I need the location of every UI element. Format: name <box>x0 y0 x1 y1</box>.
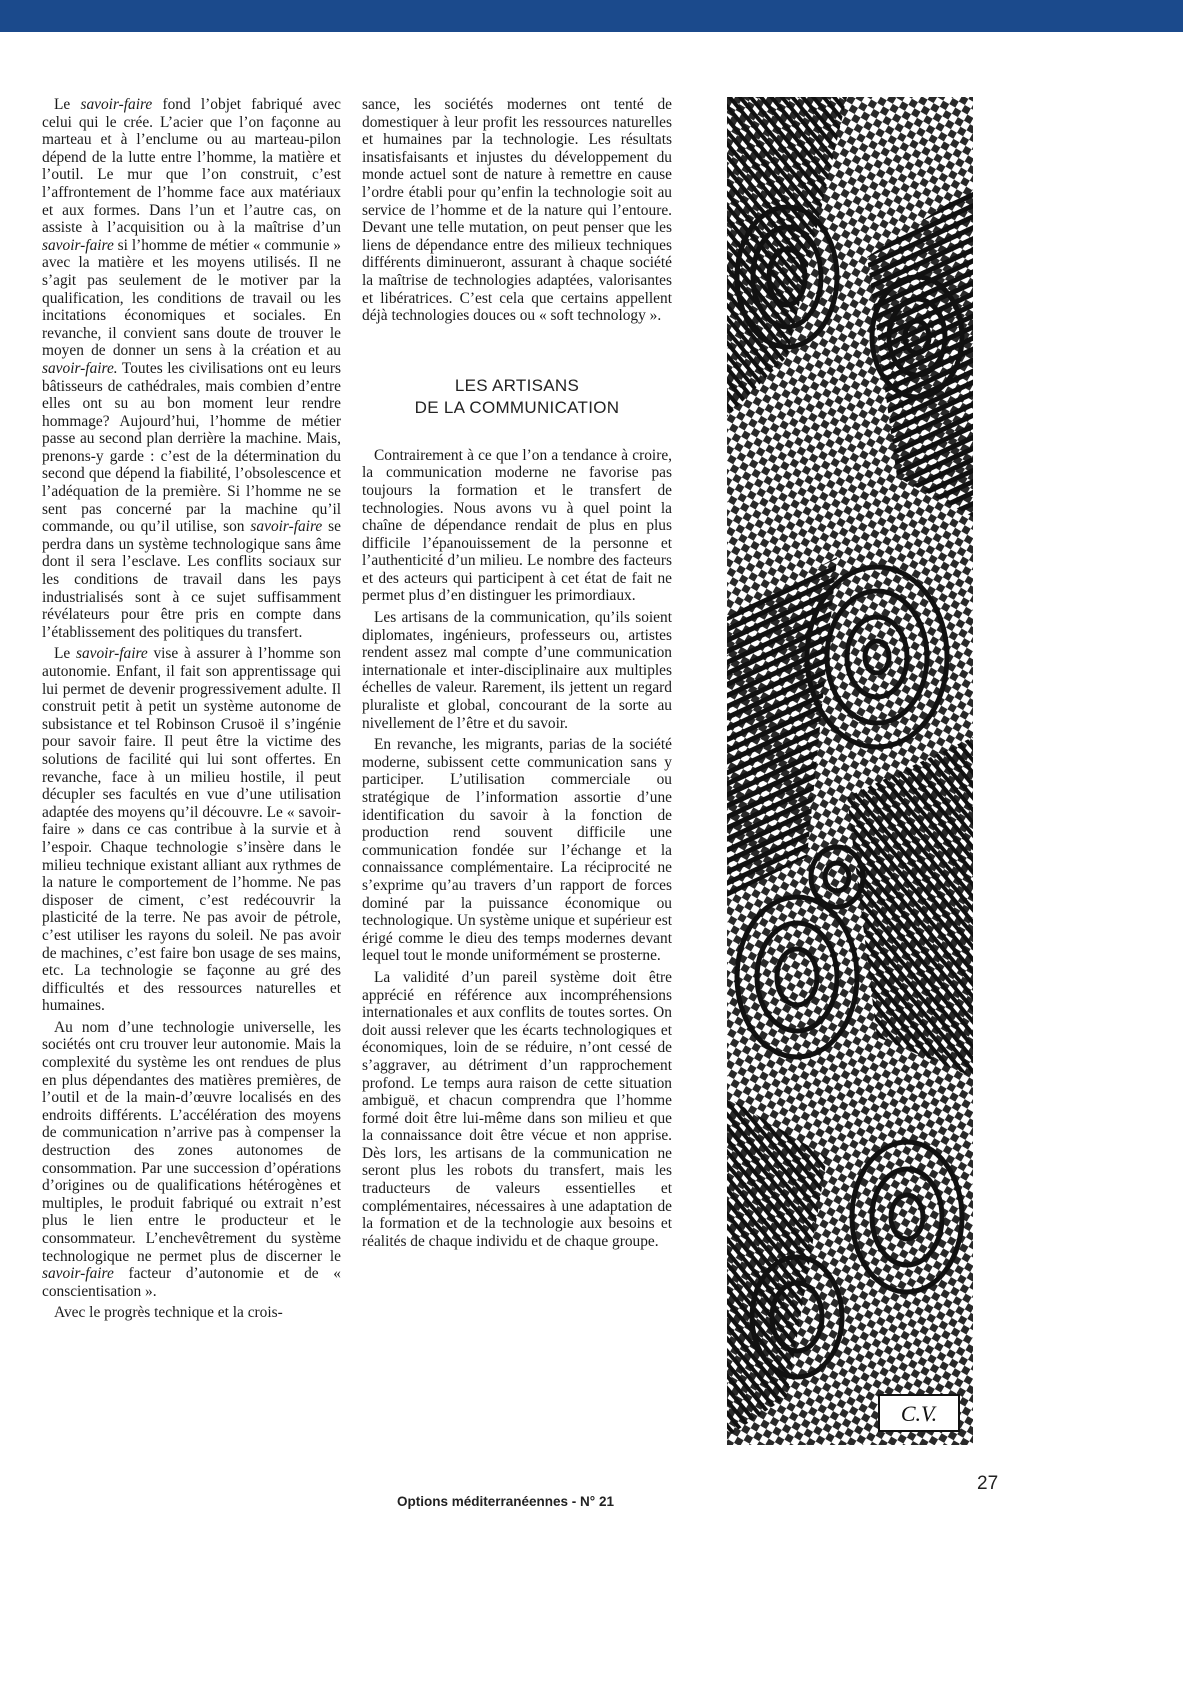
text-run: facteur d’autonomie et de « conscientisation ». <box>42 1265 341 1300</box>
abstract-illustration <box>727 97 973 1445</box>
section-heading-line2: DE LA COMMUNICATION <box>414 397 620 417</box>
italic-term: savoir-faire. <box>42 359 118 377</box>
text-run: Avec le progrès technique et la crois- <box>54 1304 283 1322</box>
paragraph <box>42 96 341 641</box>
italic-term: savoir-faire <box>250 518 323 536</box>
paragraph <box>42 645 341 1014</box>
text-run: Le <box>54 645 76 663</box>
section-heading <box>362 375 672 419</box>
page-number: 27 <box>977 1473 999 1494</box>
text-run: Le <box>54 96 81 113</box>
text-run: fond l’objet fabriqué avec celui qui le crée. L’acier que l’on façonne au marteau et à l’enclume ou au marteau-pilon dépend de la lutte entre l’homme, la matière et l’outil. Le mur que l’on construit, c’est l’affrontement de l’homme face aux matériaux et aux formes. Dans l’un et l’autre cas, on assiste à l’acquisition ou à la maîtrise d’un <box>42 96 341 237</box>
text-run: se perdra dans un système technologique sans âme dont il sera l’esclave. Les conflits sociaux sur les conditions de travail dans les pays industrialisés sont à ce sujet suffisamment révélateurs pour être pris en compte dans l’établissement des politiques du transfert. <box>42 518 341 641</box>
text-run: En revanche, les migrants, parias de la société moderne, subissent cette communication sans y participer. L’utilisation commerciale ou stratégique de l’information assortie d’une identification du savoir à la fonction de production rend souvent difficile une communication fondée sur l’échange et la connaissance complémentaire. La réciprocité ne s’exprime qu’au travers d’un rapport de forces dominé par la puissance économique ou technologique. Un système unique et supérieur est érigé comme le dieu des temps modernes devant lequel tout le monde uniformément se prosterne. <box>362 736 672 965</box>
signature-box <box>879 1395 959 1431</box>
italic-term: savoir-faire <box>42 1265 114 1283</box>
italic-term: savoir-faire <box>42 236 114 254</box>
text-run: sance, les sociétés modernes ont tenté de domestiquer à leur profit les ressources naturelles et humaines par la technologie. Les résultats insatisfaisants et injustes du développement du monde actuel sont de nature à remettre en cause l’ordre établi pour qu’enfin la technologie soit au service de l’homme et de la nature qui l’entoure. Devant une telle mutation, on peut penser que les liens de dépendance entre des milieux techniques différents diminueront, assurant à chaque société la maîtrise de technologies adaptées, valorisantes et libératrices. C’est cela que certains appellent déjà technologies douces ou « soft technology ». <box>362 96 672 325</box>
paragraph <box>362 96 672 325</box>
paragraph <box>362 609 672 732</box>
italic-term: savoir-faire <box>80 96 153 113</box>
paragraph <box>362 447 672 605</box>
text-run: Toutes les civilisations ont eu leurs bâtisseurs de cathédrales, mais combien d’entre elles ont su au bon moment leur rendre hommage? Aujourd’hui, l’homme de métier passe au second plan derrière la machine. Mais, prenons-y garde : c’est de la détermination du second que dépend la fiabilité, l’obsolescence et l’adéquation de la première. Si l’homme ne se sent pas concerné par la machine qu’il commande, ou qu’il utilise, son <box>42 359 341 536</box>
text-run: vise à assurer à l’homme son autonomie. Enfant, il fait son apprentissage qui lui permet de devenir progressivement adulte. Il construit petit à petit un système autonome de subsistance et tel Robinson Crusoë il s’ingénie pour savoir faire. Il peut être la victime des solutions de facilité qui lui sont offertes. En revanche, face à un milieu hostile, il peut décupler ses facultés en vue d’une utilisation adaptée des moyens qu’il découvre. Le « savoir-faire » dans ce cas contribue à la survie et à l’espoir. Chaque technologie s’insère dans le milieu technique existant alliant aux rythmes de la nature le comportement de l’homme. Ne pas disposer de ciment, c’est redécouvrir la plasticité de la terre. Ne pas avoir de pétrole, c’est utiliser les rayons du soleil. Ne pas avoir de machines, c’est faire bon usage de ses mains, etc. La technologie se façonne au gré des difficultés et des ressources naturelles et humaines. <box>42 645 341 1015</box>
paragraph <box>42 1304 341 1322</box>
text-run: Contrairement à ce que l’on a tendance à croire, la communication moderne ne favorise pas toujours la formation et le transfert de technologies. Nous avons vu à quel point la chaîne de dépendance rendait de plus en plus difficile l’épanouissement de la personne et l’authenticité d’un milieu. Le nombre des facteurs et des acteurs qui participent à cet état de fait ne permet plus d’en distinguer les primordiaux. <box>362 446 672 605</box>
header-bar <box>0 0 1183 32</box>
section-heading-line1: LES ARTISANS <box>454 375 580 395</box>
text-run: si l’homme de métier « communie » avec la matière et les moyens utilisés. Il ne s’agit pas seulement de le motiver par la qualification, les conditions de travail ou les incitations économiques et sociales. En revanche, il convient sans doute de trouver le moyen de donner un sens à la création et au <box>42 236 341 360</box>
paragraph <box>362 969 672 1251</box>
text-run: Les artisans de la communication, qu’ils soient diplomates, ingénieurs, professeurs ou, artistes rendent assez mal compte d’une communication internationale et inter-disciplinaire aux multiples échelles de valeur. Rarement, ils jettent un regard pluraliste et global, concourant de la sorte au nivellement de l’être et du savoir. <box>362 609 672 732</box>
italic-term: savoir-faire <box>75 645 148 663</box>
paragraph <box>42 1019 341 1301</box>
text-run: Au nom d’une technologie universelle, les sociétés ont cru trouver leur autonomie. Mais la complexité du système les ont rendues de plus en plus dépendantes des matières premières, de l’outil et de la main-d’œuvre localisés en des endroits différents. L’accélération des moyens de communication n’arrive pas à compenser la destruction des zones autonomes de consommation. Par une succession d’opérations d’origines ou de qualifications hétérogènes et multiples, le produit fabriqué ou extrait n’est plus le lien entre le producteur et le consommateur. L’enchevêtrement du système technologique ne permet plus de discerner le <box>42 1018 341 1265</box>
column-continuation <box>362 96 672 325</box>
text-run: La validité d’un pareil système doit être apprécié en référence aux incompréhensions internationales et aux conflits de toutes sortes. On doit aussi relever que les écarts technologiques et économiques, loin de se réduire, n’ont cessé de s’aggraver, au détriment d’un rapprochement profond. Le temps aura raison de cette situation ambiguë, et chacun comprendra que l’homme formé doit être lui-même dans son milieu et que la connaissance doit être vécue et non apprise. Dès lors, les artisans de la communication ne seront plus les robots du transfert, mais les traducteurs de valeurs essentielles et complémentaires, nécessaires à une adaptation de la formation et de la technologie aux besoins et réalités de chaque individu et de chaque groupe. <box>362 968 672 1250</box>
journal-footer: Options méditerranéennes - N° 21 <box>397 1494 614 1509</box>
text-column-middle <box>362 96 672 1254</box>
text-column-left <box>42 96 341 1326</box>
paragraph <box>362 736 672 965</box>
artist-signature: C.V. <box>900 1401 938 1426</box>
section-body <box>362 447 672 1251</box>
